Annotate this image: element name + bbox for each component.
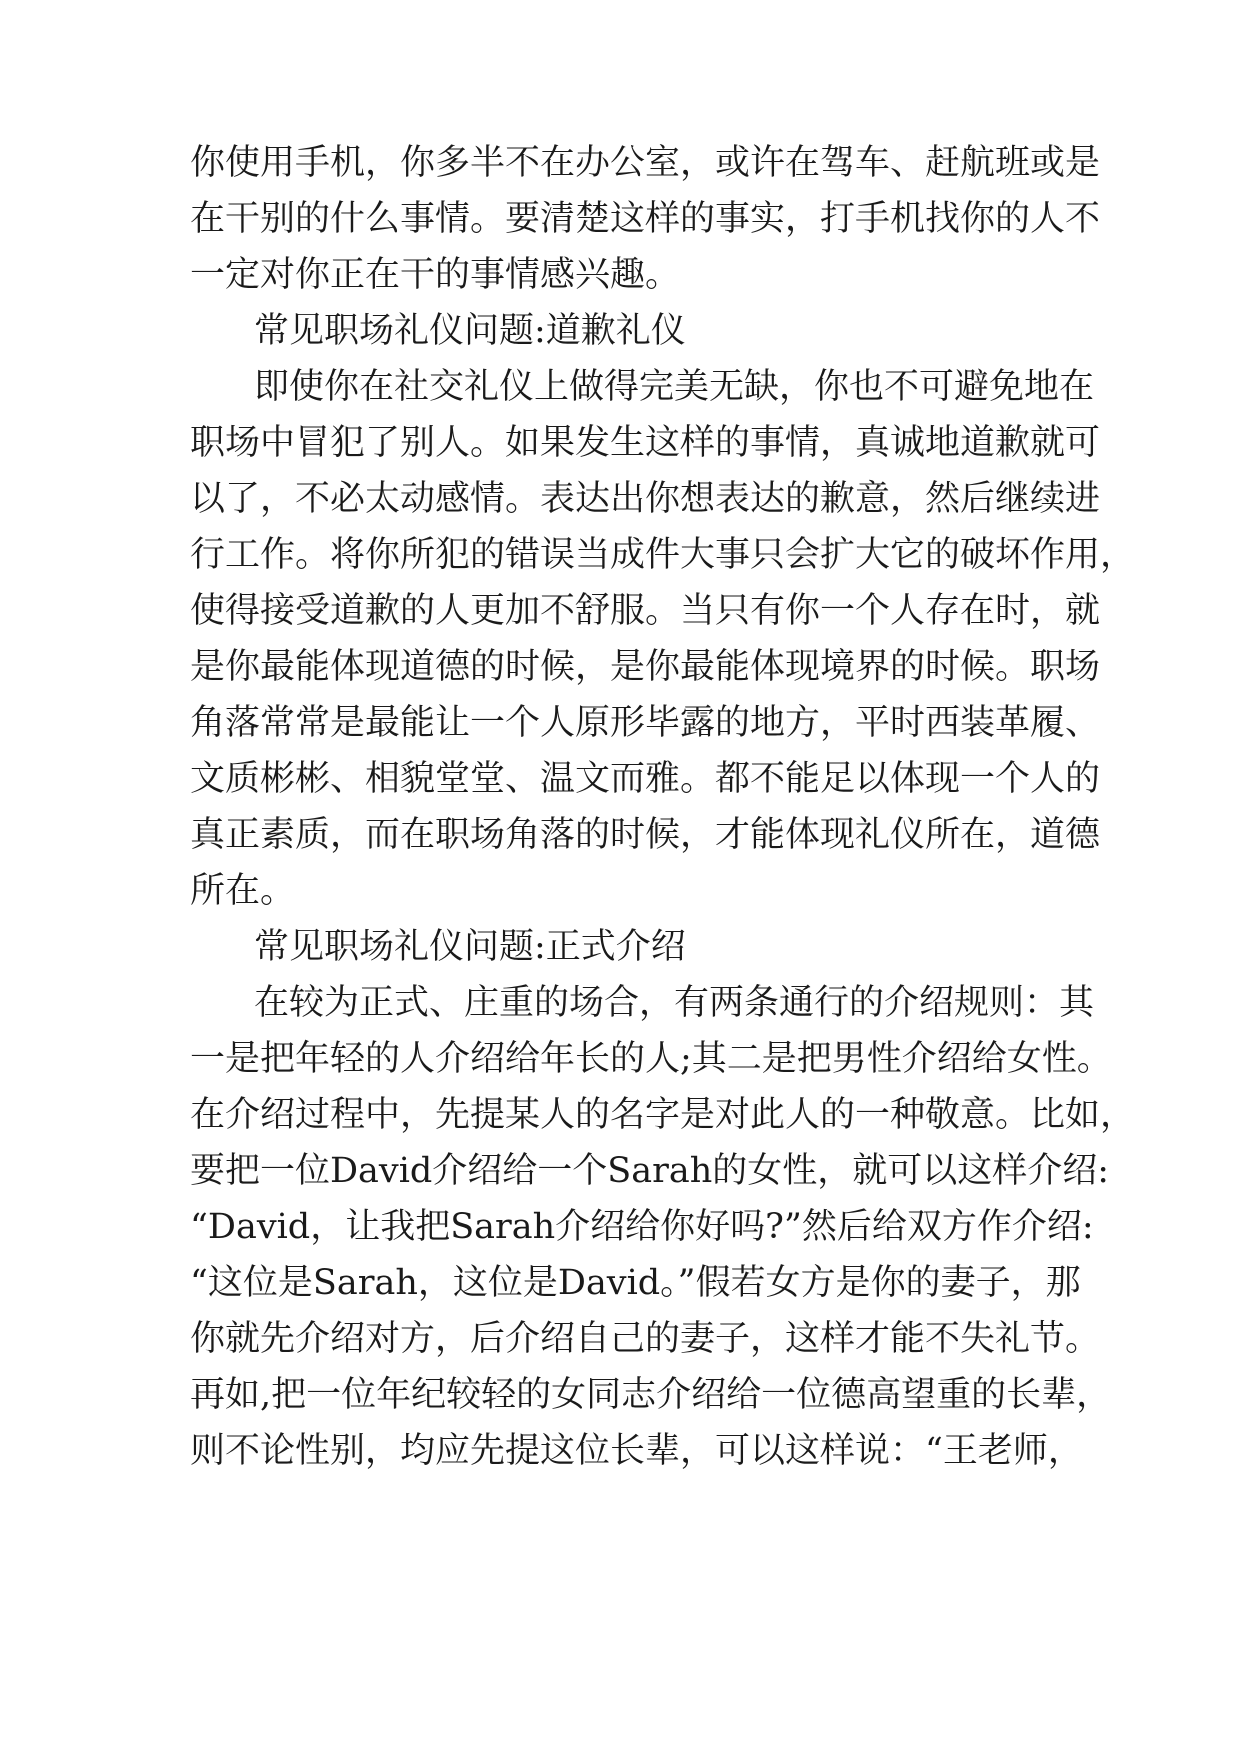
text-line: 角落常常是最能让一个人原形毕露的地方，平时西装革履、	[190, 703, 1101, 743]
text-line: 一是把年轻的人介绍给年长的人;其二是把男性介绍给女性。	[190, 1039, 1112, 1079]
text-line: 职场中冒犯了别人。如果发生这样的事情，真诚地道歉就可	[190, 423, 1101, 463]
text-line: 在介绍过程中，先提某人的名字是对此人的一种敬意。比如，	[190, 1095, 1136, 1135]
text-line: 你就先介绍对方，后介绍自己的妻子，这样才能不失礼节。	[190, 1319, 1101, 1359]
text-line: 要把一位David介绍给一个Sarah的女性，就可以这样介绍:	[190, 1151, 1110, 1191]
text-line: 一定对你正在干的事情感兴趣。	[190, 255, 681, 295]
section-heading-introduction: 常见职场礼仪问题:正式介绍	[254, 927, 686, 967]
text-line: 所在。	[190, 871, 296, 911]
text-line: 则不论性别，均应先提这位长辈，可以这样说：“王老师，	[190, 1431, 1083, 1471]
text-line: 在干别的什么事情。要清楚这样的事实，打手机找你的人不	[190, 199, 1101, 239]
text-line: 是你最能体现道德的时候，是你最能体现境界的时候。职场	[190, 647, 1101, 687]
text-line: 在较为正式、庄重的场合，有两条通行的介绍规则：其	[254, 983, 1095, 1023]
text-line: 行工作。将你所犯的错误当成件大事只会扩大它的破坏作用，	[190, 535, 1136, 575]
text-line: 再如,把一位年纪较轻的女同志介绍给一位德高望重的长辈，	[190, 1375, 1112, 1415]
text-line: 以了，不必太动感情。表达出你想表达的歉意，然后继续进	[190, 479, 1101, 519]
section-heading-apology: 常见职场礼仪问题:道歉礼仪	[254, 311, 686, 351]
text-line: 文质彬彬、相貌堂堂、温文而雅。都不能足以体现一个人的	[190, 759, 1101, 799]
text-line: 真正素质，而在职场角落的时候，才能体现礼仪所在，道德	[190, 815, 1101, 855]
text-line: 使得接受道歉的人更加不舒服。当只有你一个人存在时，就	[190, 591, 1101, 631]
text-line: “David，让我把Sarah介绍给你好吗?”然后给双方作介绍:	[190, 1207, 1094, 1247]
text-line: 你使用手机，你多半不在办公室，或许在驾车、赶航班或是	[190, 143, 1101, 183]
text-line: 即使你在社交礼仪上做得完美无缺，你也不可避免地在	[254, 367, 1095, 407]
text-line: “这位是Sarah，这位是David。”假若女方是你的妻子，那	[190, 1263, 1081, 1303]
